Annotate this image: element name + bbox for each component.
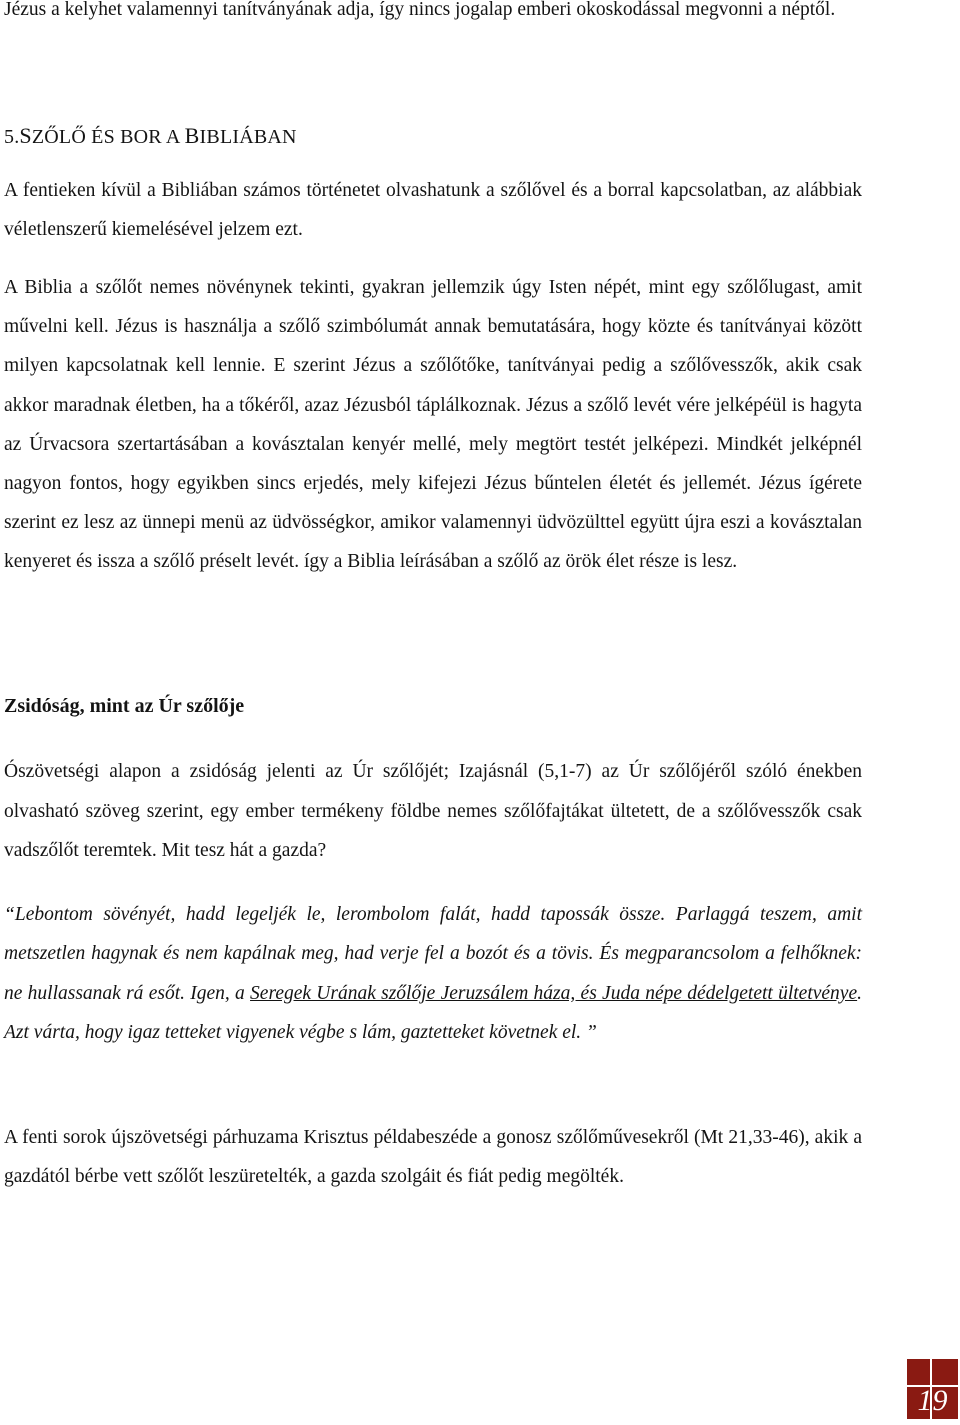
section-heading-rest-1: ZŐLŐ ÉS BOR A <box>31 126 185 148</box>
section-heading-rest-2: IBLIÁBAN <box>199 126 297 148</box>
isaiah-quote <box>4 895 862 1053</box>
intro-paragraph: Jézus a kelyhet valamennyi tanítványának adja, így nincs jogalap emberi okoskodással megvonni a néptől. <box>4 0 836 20</box>
section-heading-cap-2: B <box>184 123 200 148</box>
section-paragraph-2: A Biblia a szőlőt nemes növénynek tekinti, gyakran jellemzik úgy Isten népét, mint egy szőlőlugast, amit művelni kell. Jézus is használja a szőlő szimbólumát annak bemutatására, hogy közte és tanítványai között milyen kapcsolatnak kell lennie. E szerint Jézus a szőlőtőke, tanítványai pedig a szőlővesszők, akik csak akkor maradnak életben, ha a tőkéről, azaz Jézusból táplálkoznak. Jézus a szőlő levét vére jelképéül is hagyta az Úrvacsora szertartásában a kovásztalan kenyér mellé, mely megtört testét jelképezi. Mindkét jelképnél nagyon fontos, hogy egyikben sincs erjedés, mely kifejezi Jézus bűntelen életét és jellemét. Jézus ígérete szerint ez lesz az ünnepi menü az üdvösségkor, amikor valamennyi üdvözülttel együtt újra eszi a kovásztalan kenyeret és issza a szőlő préselt levét. így a Biblia leírásában a szőlő az örök élet része is lesz. <box>4 277 862 573</box>
quote-part-2: . Azt várta, hogy igaz tetteket vigyenek végbe s lám, gaztetteket követnek el. ” <box>4 982 862 1044</box>
section-paragraph-4: A fenti sorok újszövetségi párhuzama Krisztus példabeszéde a gonosz szőlőművesekről (Mt 21,33-46), akik a gazdától bérbe vett szőlőt leszüretelték, a gazda szolgáit és fiát pedig megölték. <box>4 1127 862 1188</box>
section-paragraph-3: Ószövetségi alapon a zsidóság jelenti az Úr szőlőjét; Izajásnál (5,1-7) az Úr szőlőjéről szóló énekben olvasható szöveg szerint, egy ember termékeny földbe nemes szőlőfajtákat ültetett, de a szőlővesszők csak vadszőlőt teremtek. Mit tesz hát a gazda? <box>4 761 862 861</box>
section-heading-cap-1: S <box>19 123 32 148</box>
section-heading <box>4 118 297 155</box>
page-number: 19 <box>917 1384 948 1417</box>
quote-underlined-phrase: Seregek Urának szőlője Jeruzsálem háza, és Juda népe dédelgetett ültetvénye <box>250 982 858 1004</box>
page-number-badge <box>907 1359 958 1419</box>
section-number: 5. <box>4 126 20 148</box>
subheading: Zsidóság, mint az Úr szőlője <box>4 695 245 717</box>
section-paragraph-1: A fentieken kívül a Bibliában számos történetet olvashatunk a szőlővel és a borral kapcsolatban, az alábbiak véletlenszerű kiemelésével jelzem ezt. <box>4 180 862 240</box>
quote-part-1: “Lebontom sövényét, hadd legeljék le, lerombolom falát, hadd tapossák össze. Parlaggá teszem, amit metszetlen hagynak és nem kapálnak meg, had verje fel a bozót és a tövis. És megparancsolom a felhőknek: ne hullassanak rá esőt. Igen, a <box>4 904 862 1004</box>
